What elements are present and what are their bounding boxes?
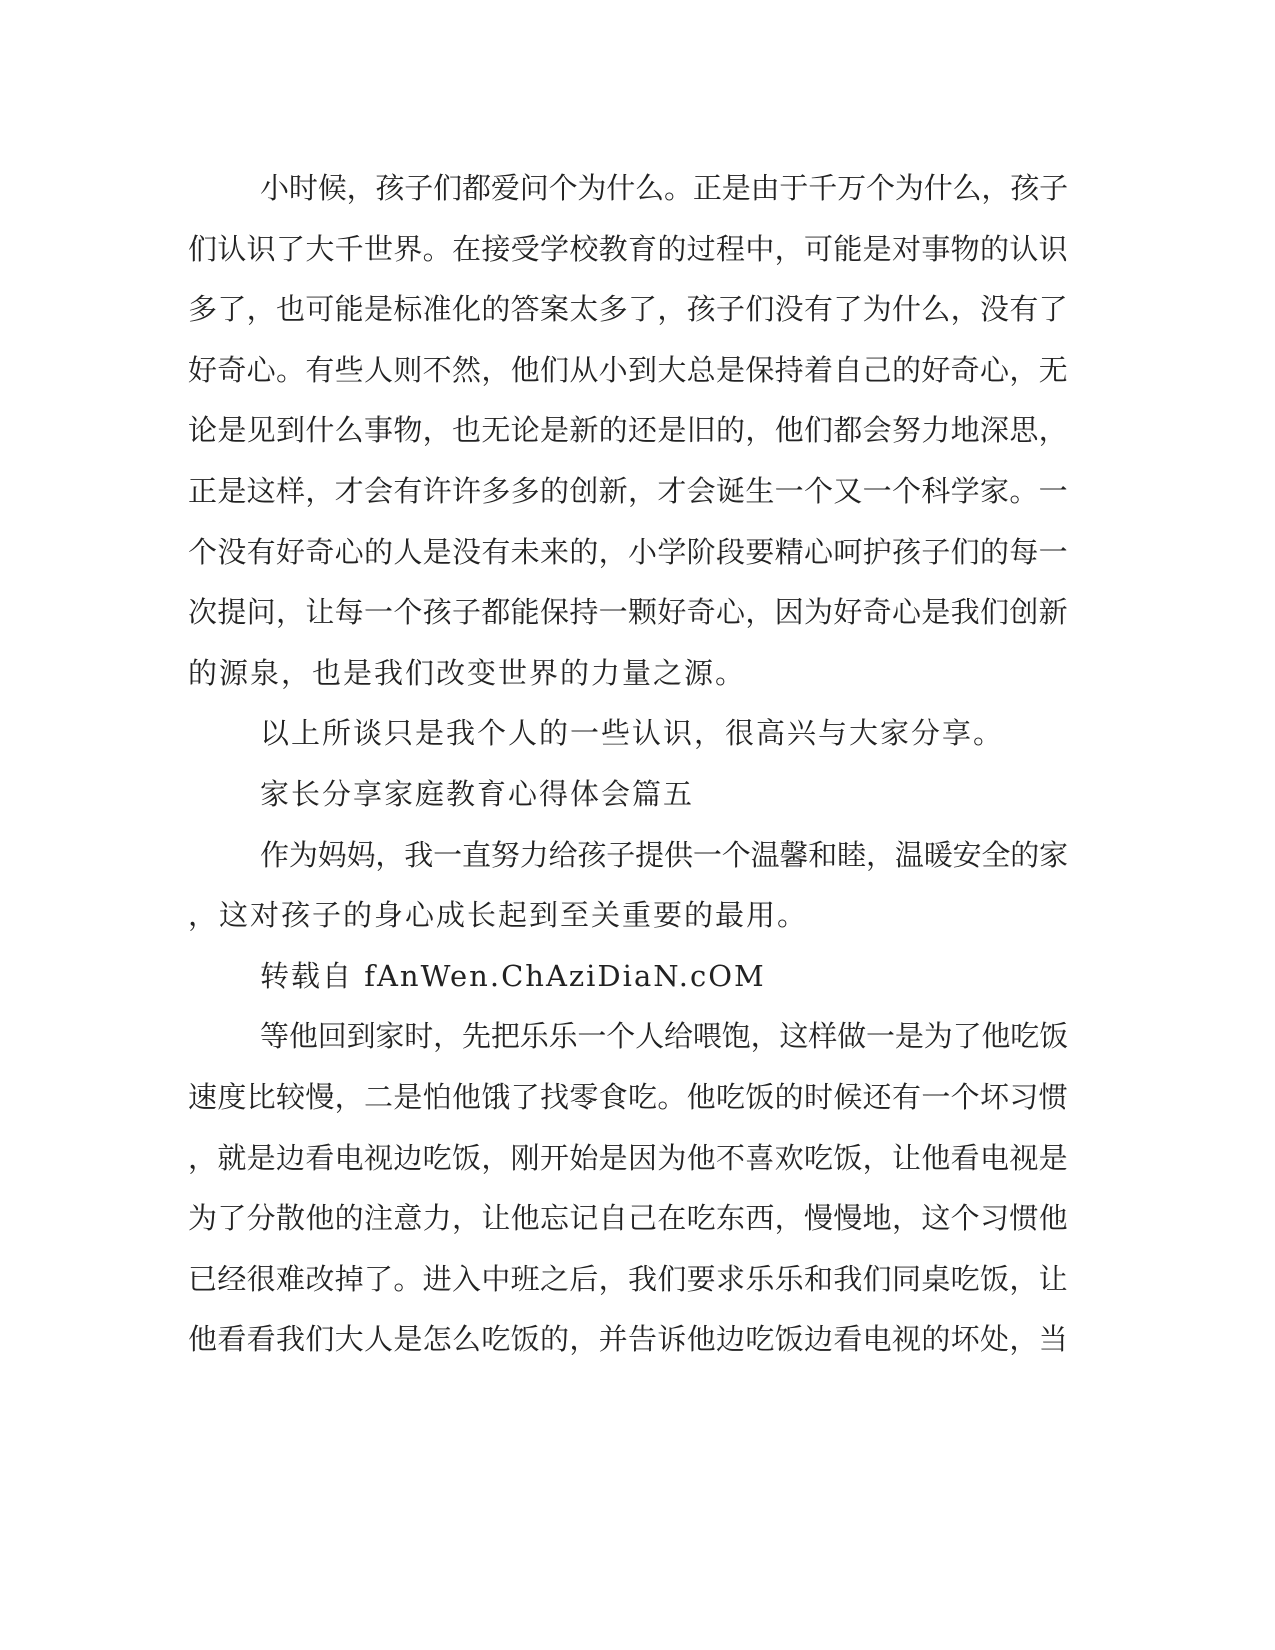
text-line: 次提问，让每一个孩子都能保持一颗好奇心，因为好奇心是我们创新 [188,595,1069,630]
text-line: 小时候，孩子们都爱问个为什么。正是由于千万个为什么，孩子 [260,171,1069,205]
text-line: 作为妈妈，我一直努力给孩子提供一个温馨和睦，温暖安全的家 [260,837,1069,872]
text-line: 等他回到家时，先把乐乐一个人给喂饱，这样做一是为了他吃饭 [260,1019,1069,1054]
text-line: ，就是边看电视边吃饭，刚开始是因为他不喜欢吃饭，让他看电视是 [188,1140,1069,1175]
text-line: 速度比较慢，二是怕他饿了找零食吃。他吃饭的时候还有一个坏习惯 [188,1079,1069,1114]
text-line: 正是这样，才会有许许多多的创新，才会诞生一个又一个科学家。一 [188,473,1069,508]
text-line: 的源泉，也是我们改变世界的力量之源。 [188,655,747,690]
text-line: 好奇心。有些人则不然，他们从小到大总是保持着自己的好奇心，无 [188,352,1069,387]
text-line: 他看看我们大人是怎么吃饭的，并告诉他边吃饭边看电视的坏处，当 [188,1322,1069,1357]
text-line: 已经很难改掉了。进入中班之后，我们要求乐乐和我们同桌吃饭，让 [188,1261,1069,1296]
text-line: 们认识了大千世界。在接受学校教育的过程中，可能是对事物的认识 [188,231,1069,266]
text-line: 为了分散他的注意力，让他忘记自己在吃东西，慢慢地，这个习惯他 [188,1201,1069,1236]
text-line: 多了，也可能是标准化的答案太多了，孩子们没有了为什么，没有了 [188,292,1069,327]
section-heading: 家长分享家庭教育心得体会篇五 [260,776,695,811]
text-line: ，这对孩子的身心成长起到至关重要的最用。 [188,898,809,933]
body-text [188,158,1068,1370]
text-line: 以上所谈只是我个人的一些认识，很高兴与大家分享。 [260,716,1005,751]
source-note: 转载自 fAnWen.ChAziDiaN.cOM [260,958,766,993]
text-line: 论是见到什么事物，也无论是新的还是旧的，他们都会努力地深思， [188,413,1069,448]
text-line: 个没有好奇心的人是没有未来的，小学阶段要精心呵护孩子们的每一 [188,534,1069,569]
